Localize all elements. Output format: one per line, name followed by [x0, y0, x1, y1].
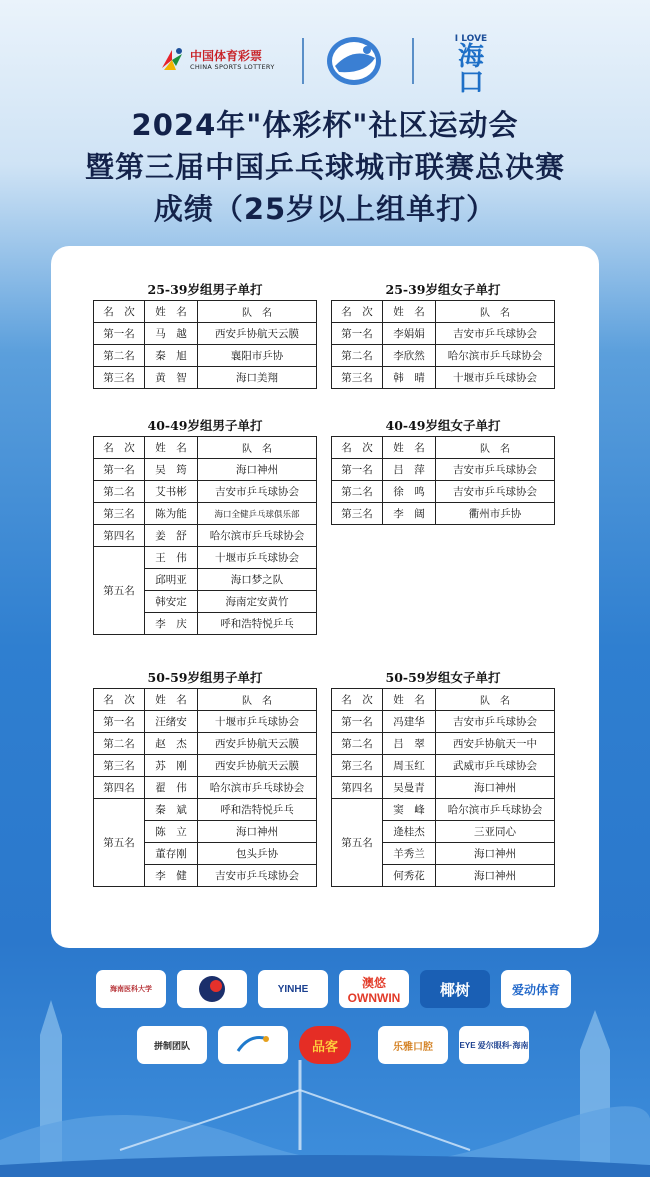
table-row: [332, 345, 555, 367]
name-cell: 羊秀兰: [383, 843, 436, 865]
name-cell: 艾书彬: [145, 481, 198, 503]
section-w40: [331, 416, 555, 525]
rank-cell: 第二名: [94, 733, 145, 755]
section-w25: [331, 280, 555, 389]
sponsor-logo: 拼制团队: [137, 1026, 207, 1064]
name-cell: 韩安定: [145, 591, 198, 613]
table-row: [332, 323, 555, 345]
team-cell: 吉安市乒乓球协会: [198, 865, 317, 887]
rank-cell: 第四名: [94, 777, 145, 799]
sponsor-logo: 海南医科大学: [96, 970, 166, 1008]
team-cell: 武威市乒乓球协会: [436, 755, 555, 777]
team-cell: 西安乒协航天云膜: [198, 755, 317, 777]
title-line-2: 暨第三届中国乒乓球城市联赛总决赛: [84, 150, 565, 184]
name-cell: 董存刚: [145, 843, 198, 865]
badge-icon: [195, 974, 229, 1004]
team-cell: 十堰市乒乓球协会: [436, 367, 555, 389]
table-header-row: [332, 689, 555, 711]
haikou-text: 海口: [457, 42, 484, 98]
sponsor-logo: 品客: [299, 1026, 351, 1064]
header-rank: 名 次: [94, 689, 145, 711]
name-cell: 逄桂杰: [383, 821, 436, 843]
table-row: [332, 481, 555, 503]
section-m50: [93, 668, 317, 887]
team-cell: 海口美翔: [198, 367, 317, 389]
china-sports-lottery-logo: [158, 46, 275, 74]
name-cell: 吴 筠: [145, 459, 198, 481]
header-rank: 名 次: [332, 437, 383, 459]
page-title: [0, 104, 650, 230]
rank-cell: 第三名: [94, 755, 145, 777]
table-row: [94, 755, 317, 777]
results-panel: [51, 246, 599, 948]
table-row: [94, 459, 317, 481]
section-title: 25-39岁组女子单打: [385, 282, 501, 297]
header-team: 队 名: [198, 689, 317, 711]
name-cell: 秦 旭: [145, 345, 198, 367]
section-title: 50-59岁组男子单打: [147, 670, 263, 685]
team-cell: 海口神州: [198, 821, 317, 843]
sponsor-logo: 澳悠 OWNWIN: [339, 970, 409, 1008]
team-cell: 呼和浩特悦乒乓: [198, 613, 317, 635]
header-name: 姓 名: [383, 301, 436, 323]
title-line-3: 成绩（25岁以上组单打）: [153, 192, 497, 226]
section-title: 40-49岁组女子单打: [385, 418, 501, 433]
sponsor-logo: YINHE: [258, 970, 328, 1008]
team-cell: 西安乒协航天一中: [436, 733, 555, 755]
sponsor-logo: EYE 爱尔眼科·海南: [459, 1026, 529, 1064]
rank-cell: 第一名: [94, 711, 145, 733]
rank-cell: 第一名: [332, 459, 383, 481]
name-cell: 周玉红: [383, 755, 436, 777]
lottery-name-cn: 中国体育彩票: [190, 49, 263, 63]
name-cell: 李欣然: [383, 345, 436, 367]
team-cell: 哈尔滨市乒乓球协会: [198, 777, 317, 799]
header-team: 队 名: [198, 437, 317, 459]
table-row: [94, 777, 317, 799]
team-cell: 衢州市乒协: [436, 503, 555, 525]
header-name: 姓 名: [145, 301, 198, 323]
team-cell: 海口神州: [436, 777, 555, 799]
table-header-row: [94, 689, 317, 711]
name-cell: 冯建华: [383, 711, 436, 733]
team-cell: 海口全健乒乓球俱乐部: [198, 503, 317, 525]
section-m40: [93, 416, 317, 635]
team-cell: 吉安市乒乓球协会: [198, 481, 317, 503]
divider: [412, 38, 414, 84]
table-header-row: [94, 301, 317, 323]
divider: [302, 38, 304, 84]
sponsor-mark-icon: [228, 1031, 278, 1059]
results-table: [93, 436, 317, 635]
team-cell: 海口神州: [436, 865, 555, 887]
header-rank: 名 次: [94, 437, 145, 459]
name-cell: 李娟娟: [383, 323, 436, 345]
results-table: [331, 688, 555, 887]
table-row: [94, 547, 317, 569]
name-cell: 马 越: [145, 323, 198, 345]
rank-cell: 第一名: [332, 323, 383, 345]
rank-cell: 第三名: [332, 755, 383, 777]
name-cell: 韩 晴: [383, 367, 436, 389]
sponsor-logo: 椰树: [420, 970, 490, 1008]
name-cell: 李 庆: [145, 613, 198, 635]
name-cell: 翟 伟: [145, 777, 198, 799]
team-cell: 吉安市乒乓球协会: [436, 481, 555, 503]
rank-cell: 第二名: [94, 345, 145, 367]
section-title: 50-59岁组女子单打: [385, 670, 501, 685]
team-cell: 襄阳市乒协: [198, 345, 317, 367]
header-team: 队 名: [436, 689, 555, 711]
header-rank: 名 次: [332, 301, 383, 323]
table-tennis-league-logo: [325, 36, 383, 86]
name-cell: 黄 智: [145, 367, 198, 389]
team-cell: 海口神州: [436, 843, 555, 865]
rank-cell: 第四名: [332, 777, 383, 799]
results-table: [93, 688, 317, 887]
rank-cell: 第三名: [94, 503, 145, 525]
team-cell: 哈尔滨市乒乓球协会: [436, 799, 555, 821]
rank-cell: 第三名: [332, 503, 383, 525]
team-cell: 十堰市乒乓球协会: [198, 547, 317, 569]
table-row: [332, 799, 555, 821]
section-title: 40-49岁组男子单打: [147, 418, 263, 433]
name-cell: 秦 斌: [145, 799, 198, 821]
title-line-1: 2024年"体彩杯"社区运动会: [131, 108, 519, 142]
header-logos: [0, 34, 650, 98]
header-name: 姓 名: [145, 437, 198, 459]
name-cell: 陈为能: [145, 503, 198, 525]
header-team: 队 名: [198, 301, 317, 323]
sponsor-logo: 爱动体育: [501, 970, 571, 1008]
rank-cell-fifth: 第五名: [332, 799, 383, 887]
name-cell: 李 健: [145, 865, 198, 887]
name-cell: 陈 立: [145, 821, 198, 843]
results-table: [331, 300, 555, 389]
table-header-row: [94, 437, 317, 459]
rank-cell: 第一名: [332, 711, 383, 733]
header-rank: 名 次: [94, 301, 145, 323]
rank-cell: 第二名: [332, 345, 383, 367]
section-title: 25-39岁组男子单打: [147, 282, 263, 297]
name-cell: 吕 萍: [383, 459, 436, 481]
team-cell: 海南定安黄竹: [198, 591, 317, 613]
section-w50: [331, 668, 555, 887]
rank-cell: 第二名: [332, 733, 383, 755]
rank-cell: 第三名: [332, 367, 383, 389]
table-row: [94, 733, 317, 755]
table-row: [94, 799, 317, 821]
name-cell: 李 阔: [383, 503, 436, 525]
name-cell: 赵 杰: [145, 733, 198, 755]
team-cell: 西安乒协航天云膜: [198, 323, 317, 345]
results-table: [331, 436, 555, 525]
lottery-name-en: CHINA SPORTS LOTTERY: [190, 63, 275, 71]
team-cell: 三亚同心: [436, 821, 555, 843]
name-cell: 窦 峰: [383, 799, 436, 821]
header-name: 姓 名: [383, 437, 436, 459]
rank-cell: 第一名: [94, 323, 145, 345]
i-love-haikou-logo: [446, 34, 496, 98]
table-row: [332, 503, 555, 525]
header-rank: 名 次: [332, 689, 383, 711]
table-row: [94, 323, 317, 345]
team-cell: 吉安市乒乓球协会: [436, 459, 555, 481]
team-cell: 哈尔滨市乒乓球协会: [198, 525, 317, 547]
name-cell: 吕 翠: [383, 733, 436, 755]
rank-cell: 第三名: [94, 367, 145, 389]
table-row: [332, 711, 555, 733]
team-cell: 哈尔滨市乒乓球协会: [436, 345, 555, 367]
team-cell: 呼和浩特悦乒乓: [198, 799, 317, 821]
table-header-row: [332, 301, 555, 323]
table-row: [332, 459, 555, 481]
name-cell: 徐 鸣: [383, 481, 436, 503]
rank-cell: 第一名: [94, 459, 145, 481]
header-team: 队 名: [436, 301, 555, 323]
name-cell: 姜 舒: [145, 525, 198, 547]
table-row: [94, 367, 317, 389]
table-row: [332, 367, 555, 389]
table-row: [94, 503, 317, 525]
table-row: [94, 345, 317, 367]
table-row: [332, 755, 555, 777]
team-cell: 西安乒协航天云膜: [198, 733, 317, 755]
team-cell: 包头乒协: [198, 843, 317, 865]
header-name: 姓 名: [145, 689, 198, 711]
sponsor-logo: 乐雅口腔: [378, 1026, 448, 1064]
sponsor-logo-badge: [177, 970, 247, 1008]
i-love-text: I LOVE: [454, 34, 488, 44]
rank-cell-fifth: 第五名: [94, 547, 145, 635]
rank-cell: 第二名: [94, 481, 145, 503]
table-header-row: [332, 437, 555, 459]
header-team: 队 名: [436, 437, 555, 459]
table-row: [332, 777, 555, 799]
team-cell: 海口神州: [198, 459, 317, 481]
rank-cell: 第二名: [332, 481, 383, 503]
table-row: [94, 711, 317, 733]
name-cell: 汪绪安: [145, 711, 198, 733]
header-name: 姓 名: [383, 689, 436, 711]
sponsor-logo-graphic: [218, 1026, 288, 1064]
lottery-mark-icon: [158, 46, 186, 74]
name-cell: 王 伟: [145, 547, 198, 569]
team-cell: 十堰市乒乓球协会: [198, 711, 317, 733]
rank-cell: 第四名: [94, 525, 145, 547]
table-row: [332, 733, 555, 755]
team-cell: 吉安市乒乓球协会: [436, 323, 555, 345]
results-table: [93, 300, 317, 389]
section-m25: [93, 280, 317, 389]
team-cell: 吉安市乒乓球协会: [436, 711, 555, 733]
rank-cell-fifth: 第五名: [94, 799, 145, 887]
name-cell: 邱明亚: [145, 569, 198, 591]
name-cell: 何秀花: [383, 865, 436, 887]
team-cell: 海口梦之队: [198, 569, 317, 591]
table-row: [94, 481, 317, 503]
name-cell: 吴曼青: [383, 777, 436, 799]
table-row: [94, 525, 317, 547]
name-cell: 苏 刚: [145, 755, 198, 777]
